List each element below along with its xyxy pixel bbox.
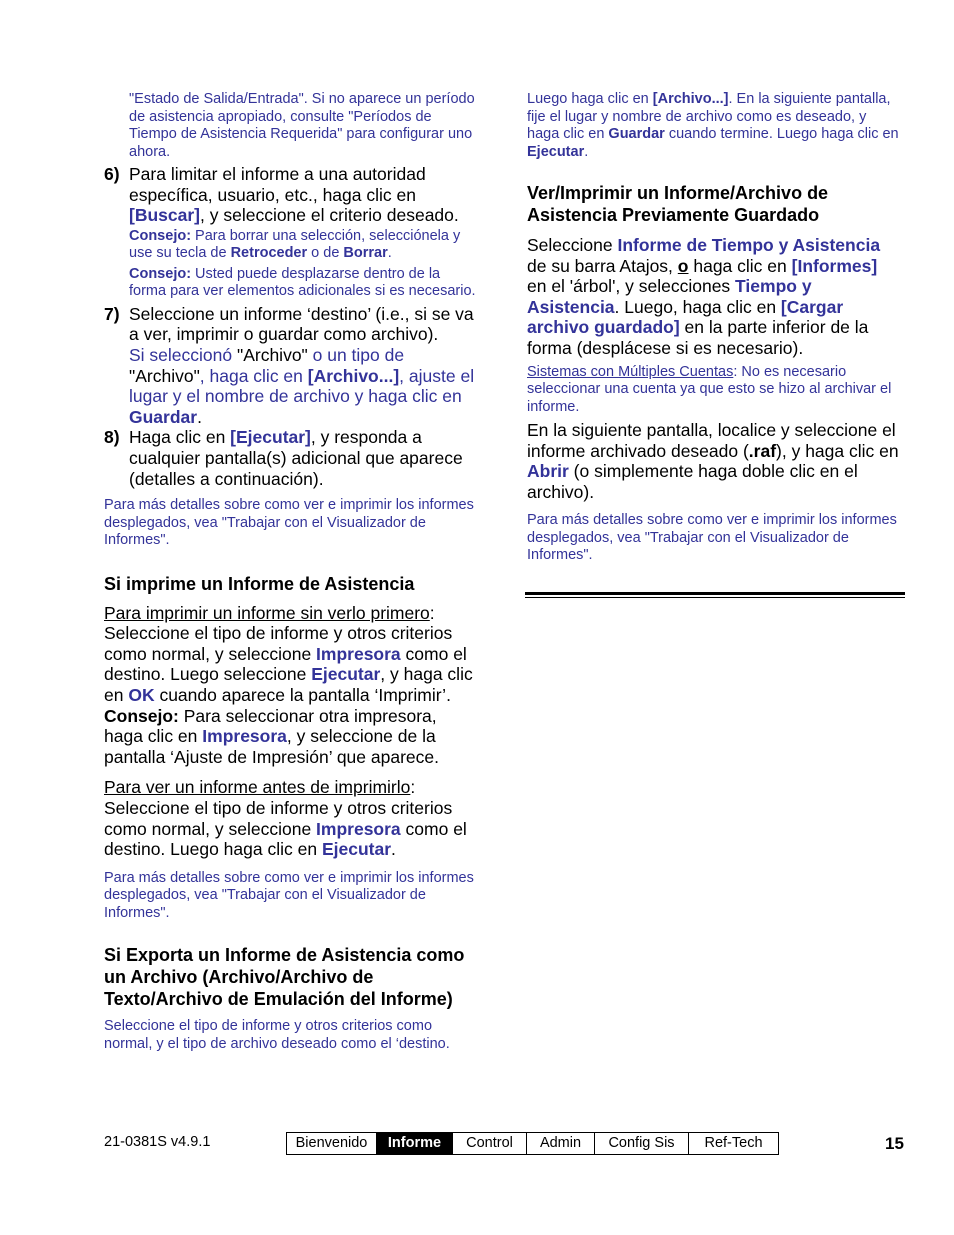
export-note: Seleccione el tipo de informe y otros criterios como normal, y el tipo de archivo deseado como el ‘destino. bbox=[104, 1018, 450, 1052]
step-number: 8) bbox=[104, 427, 120, 448]
footer-nav-tabs bbox=[286, 1132, 779, 1155]
heading-export-report: Si Exporta un Informe de Asistencia como un Archivo (Archivo/Archivo de Texto/Archivo de Emulación del Informe) bbox=[104, 945, 465, 1010]
step-7: 7) Seleccione un informe ‘destino’ (i.e., si se va a ver, imprimir o guardar como archivo). Si seleccionó "Archivo" o un tipo de "Archivo", haga clic en [Archivo...], ajuste el lugar y el nombre de archivo y haga clic en Guardar. bbox=[104, 303, 475, 427]
tip-clear-selection: Consejo: Para borrar una selección, selecciónela y use su tecla de Retroceder o de Borrar. bbox=[129, 227, 461, 262]
step-number: 7) bbox=[104, 303, 120, 324]
step-number: 6) bbox=[104, 164, 120, 184]
more-details-note: Para más detalles sobre como ver e imprimir los informes desplegados, vea "Trabajar con el Visualizador de Informes". bbox=[527, 512, 897, 564]
tip-scroll: Consejo: Usted puede desplazarse dentro de la forma para ver elementos adicionales si es necesario. bbox=[129, 265, 476, 300]
buscar-button-ref: [Buscar] bbox=[129, 205, 200, 226]
tab-config-sis[interactable]: Config Sis bbox=[595, 1133, 689, 1154]
tab-bienvenido[interactable]: Bienvenido bbox=[287, 1133, 377, 1154]
more-details-note: Para más detalles sobre como ver e imprimir los informes desplegados, vea "Trabajar con el Visualizador de Informes". bbox=[104, 869, 474, 921]
step-8: 8) Haga clic en [Ejecutar], y responda a cualquier pantalla(s) adicional que aparece (detalles a continuación). bbox=[104, 427, 463, 489]
heading-view-saved-report: Ver/Imprimir un Informe/Archivo de Asistencia Previamente Guardado bbox=[527, 183, 829, 225]
tab-ref-tech[interactable]: Ref-Tech bbox=[704, 1135, 763, 1151]
section-divider bbox=[525, 592, 905, 595]
tab-control[interactable]: Control bbox=[453, 1133, 527, 1154]
continued-note: "Estado de Salida/Entrada". Si no aparece un período de asistencia apropiado, consulte "Períodos de Tiempo de Asistencia Requerida" para configurar uno ahora. bbox=[129, 91, 475, 160]
load-saved-instructions: Seleccione Informe de Tiempo y Asistencia de su barra Atajos, o haga clic en [Informes] en el 'árbol', y selecciones Tiempo y Asistencia. Luego, haga clic en [Cargar archivo guardado] en la parte inferior de la forma (desplácese si es necesario). bbox=[527, 235, 881, 358]
right-column bbox=[527, 91, 899, 565]
open-saved-file-instructions: En la siguiente pantalla, localice y seleccione el informe archivado deseado (.raf), y haga clic en Abrir (o simplemente haga doble clic en el archivo). bbox=[527, 420, 899, 502]
document-id: 21-0381S v4.9.1 bbox=[104, 1134, 211, 1150]
view-before-print: Para ver un informe antes de imprimirlo: Seleccione el tipo de informe y otros criterios como normal, y seleccione Impresora como el destino. Luego haga clic en Ejecutar. bbox=[104, 777, 467, 860]
section-divider-thin bbox=[525, 597, 905, 598]
step-6: 6) Para limitar el informe a una autoridad específica, usuario, etc., haga clic en [Buscar], y seleccione el criterio deseado. Consejo: Para borrar una selección, selecciónela y use su tecla de Retroceder o de Borrar. Consejo: Usted puede desplazarse dentro de la forma para ver elementos adicionales si es necesario. bbox=[104, 164, 476, 300]
multi-account-note: Sistemas con Múltiples Cuentas: No es necesario seleccionar una cuenta ya que esto se hizo al archivar el informe. bbox=[527, 363, 892, 415]
more-details-note: Para más detalles sobre como ver e imprimir los informes desplegados, vea "Trabajar con el Visualizador de Informes". bbox=[104, 497, 474, 549]
export-continued-note: Luego haga clic en [Archivo...]. En la siguiente pantalla, fije el lugar y nombre de archivo como es deseado, y haga clic en Guardar cuando termine. Luego haga clic en Ejecutar. bbox=[527, 91, 899, 160]
tab-informe[interactable]: Informe bbox=[377, 1133, 453, 1154]
left-column bbox=[104, 91, 476, 1053]
page-number: 15 bbox=[885, 1134, 904, 1153]
print-without-viewing: Para imprimir un informe sin verlo primero: Seleccione el tipo de informe y otros criterios como normal, y seleccione Impresora como el destino. Luego seleccione Ejecutar, y haga clic en OK cuando aparece la pantalla ‘Imprimir’. Consejo: Para seleccionar otra impresora, haga clic en Impresora, y seleccione de la pantalla ‘Ajuste de Impresión’ que aparece. bbox=[104, 602, 473, 767]
tab-admin[interactable]: Admin bbox=[527, 1133, 595, 1154]
heading-print-report: Si imprime un Informe de Asistencia bbox=[104, 573, 415, 594]
